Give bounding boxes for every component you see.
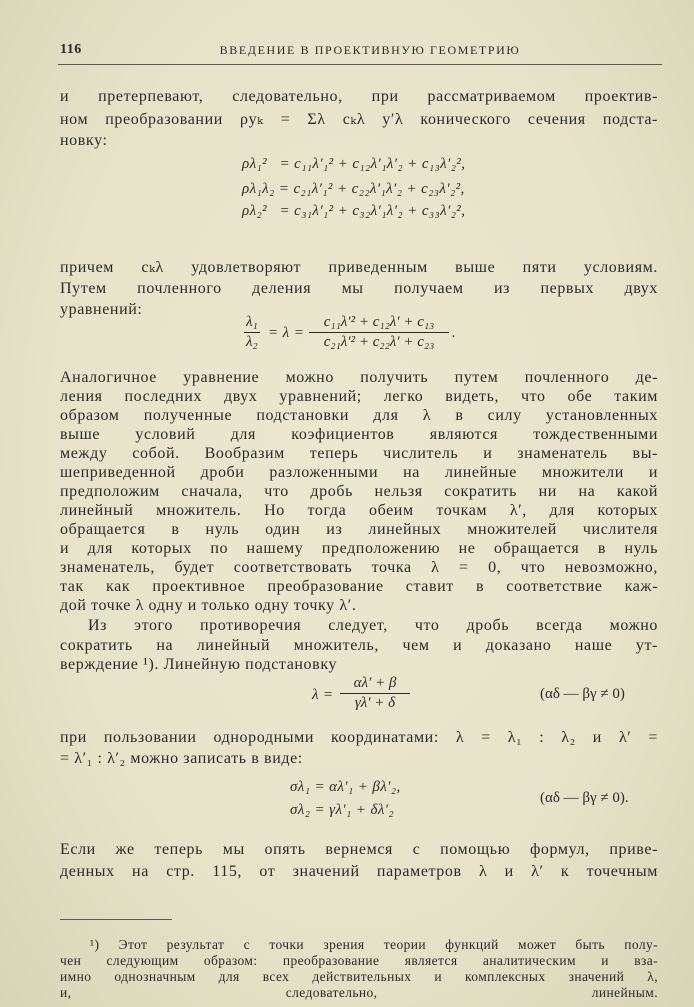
text-line: выше условий для коэфициентов являются тождественными — [60, 426, 658, 443]
fraction — [309, 314, 449, 351]
numerator: c₁₁λ′² + c₁₂λ′ + c₁₃ — [309, 314, 449, 333]
text-line: сократить на линейный множитель, чем и доказано наше ут- — [60, 637, 658, 654]
equation-line: ρλ₁λ₂ = c₂₁λ′₁² + c₂₂λ′₁λ′₂ + c₂₃λ′₂², — [242, 181, 465, 197]
footnote-line: чен следующим образом: преобразование является аналитическим и вза- — [60, 953, 658, 968]
text-line: предположим сначала, что дробь нельзя сократить ни на какой — [60, 483, 658, 500]
text-line: денных на стр. 115, от значений параметров λ и λ′ к точечным — [60, 863, 658, 880]
numerator: λ₁ — [244, 314, 260, 333]
footnote-line: ¹) Этот результат с точки зрения теории функций может быть полу- — [90, 937, 658, 952]
condition: (αδ — βγ ≠ 0). — [540, 790, 629, 806]
footnote-rule — [60, 919, 172, 920]
condition: (αδ — βγ ≠ 0) — [540, 686, 625, 702]
equals-lambda: = λ = — [268, 325, 305, 341]
text-line: ном преобразовании ρyₖ = Σλ cₖλ y′λ конического сечения подста- — [60, 111, 658, 128]
header-rule — [58, 64, 662, 65]
text-line: причем cₖλ удовлетворяют приведенным выше пяти условиям. — [60, 259, 658, 276]
denominator: λ₂ — [246, 334, 258, 350]
text-line: Аналогичное уравнение можно получить путем почленного де- — [60, 369, 658, 386]
text-line: и претерпевают, следовательно, при рассматриваемом проектив- — [60, 88, 658, 105]
denominator: c₂₁λ′² + c₂₂λ′ + c₂₃ — [323, 334, 435, 350]
text-line: дой точке λ одну и только одну точку λ′. — [60, 597, 357, 614]
equation-line: σλ₂ = γλ′₁ + δλ′₂ — [290, 802, 395, 818]
period: . — [452, 325, 457, 341]
equation-line: σλ₁ = αλ′₁ + βλ′₂, — [290, 779, 401, 795]
text-line: так как проективное преобразование ставит в соответствие каж- — [60, 578, 658, 595]
text-line: новку: — [60, 132, 108, 149]
text-line: между собой. Вообразим теперь числитель и знаменатель вы- — [60, 445, 658, 462]
text-line: и для которых по нашему предположению не обращается в нуль — [60, 540, 658, 557]
footnote-line: и, следовательно, линейным. — [60, 985, 658, 1000]
text-line: Путем почленного деления мы получаем из первых двух — [60, 280, 658, 297]
text-line: = λ′₁ : λ′₂ можно записать в виде: — [60, 750, 303, 767]
text-line: линейный множитель. Но тогда обеим точкам λ′, для которых — [60, 502, 658, 519]
denominator: γλ′ + δ — [354, 695, 396, 711]
page-number: 116 — [60, 42, 82, 57]
text-line: при пользовании однородными координатами: λ = λ₁ : λ₂ и λ′ = — [60, 729, 658, 746]
text-line: ления последних двух уравнений; легко видеть, что обе таким — [60, 388, 658, 405]
text-line: Из этого противоречия следует, что дробь всегда можно — [88, 617, 658, 634]
text-line: Если же теперь мы опять вернемся с помощью формул, приве- — [60, 841, 658, 858]
numerator: αλ′ + β — [340, 675, 410, 694]
footnote-line: имно однозначным для всех действительных и комплексных значений λ, — [60, 969, 658, 984]
text-line: верждение ¹). Линейную подстановку — [60, 656, 338, 673]
text-line: шеприведенной дроби разложенными на линейные множители и — [60, 464, 658, 481]
text-line: образом полученные подстановки для λ в силу установленных — [60, 407, 658, 424]
fraction — [340, 675, 410, 712]
text-line: уравнений: — [60, 301, 143, 318]
lambda-lhs: λ = — [312, 687, 334, 703]
text-line: знаменатель, будет соответствовать точка λ = 0, что невозможно, — [60, 559, 658, 576]
text-line: обращается в нуль один из линейных множителей числителя — [60, 521, 658, 538]
equation-line: ρλ₂² = c₃₁λ′₁² + c₃₂λ′₁λ′₂ + c₃₃λ′₂², — [242, 203, 466, 219]
equation-line: ρλ₁² = c₁₁λ′₁² + c₁₂λ′₁λ′₂ + c₁₃λ′₂², — [242, 156, 466, 172]
running-header: ВВЕДЕНИЕ В ПРОЕКТИВНУЮ ГЕОМЕТРИЮ — [219, 43, 521, 57]
lambda-ratio — [244, 314, 260, 351]
